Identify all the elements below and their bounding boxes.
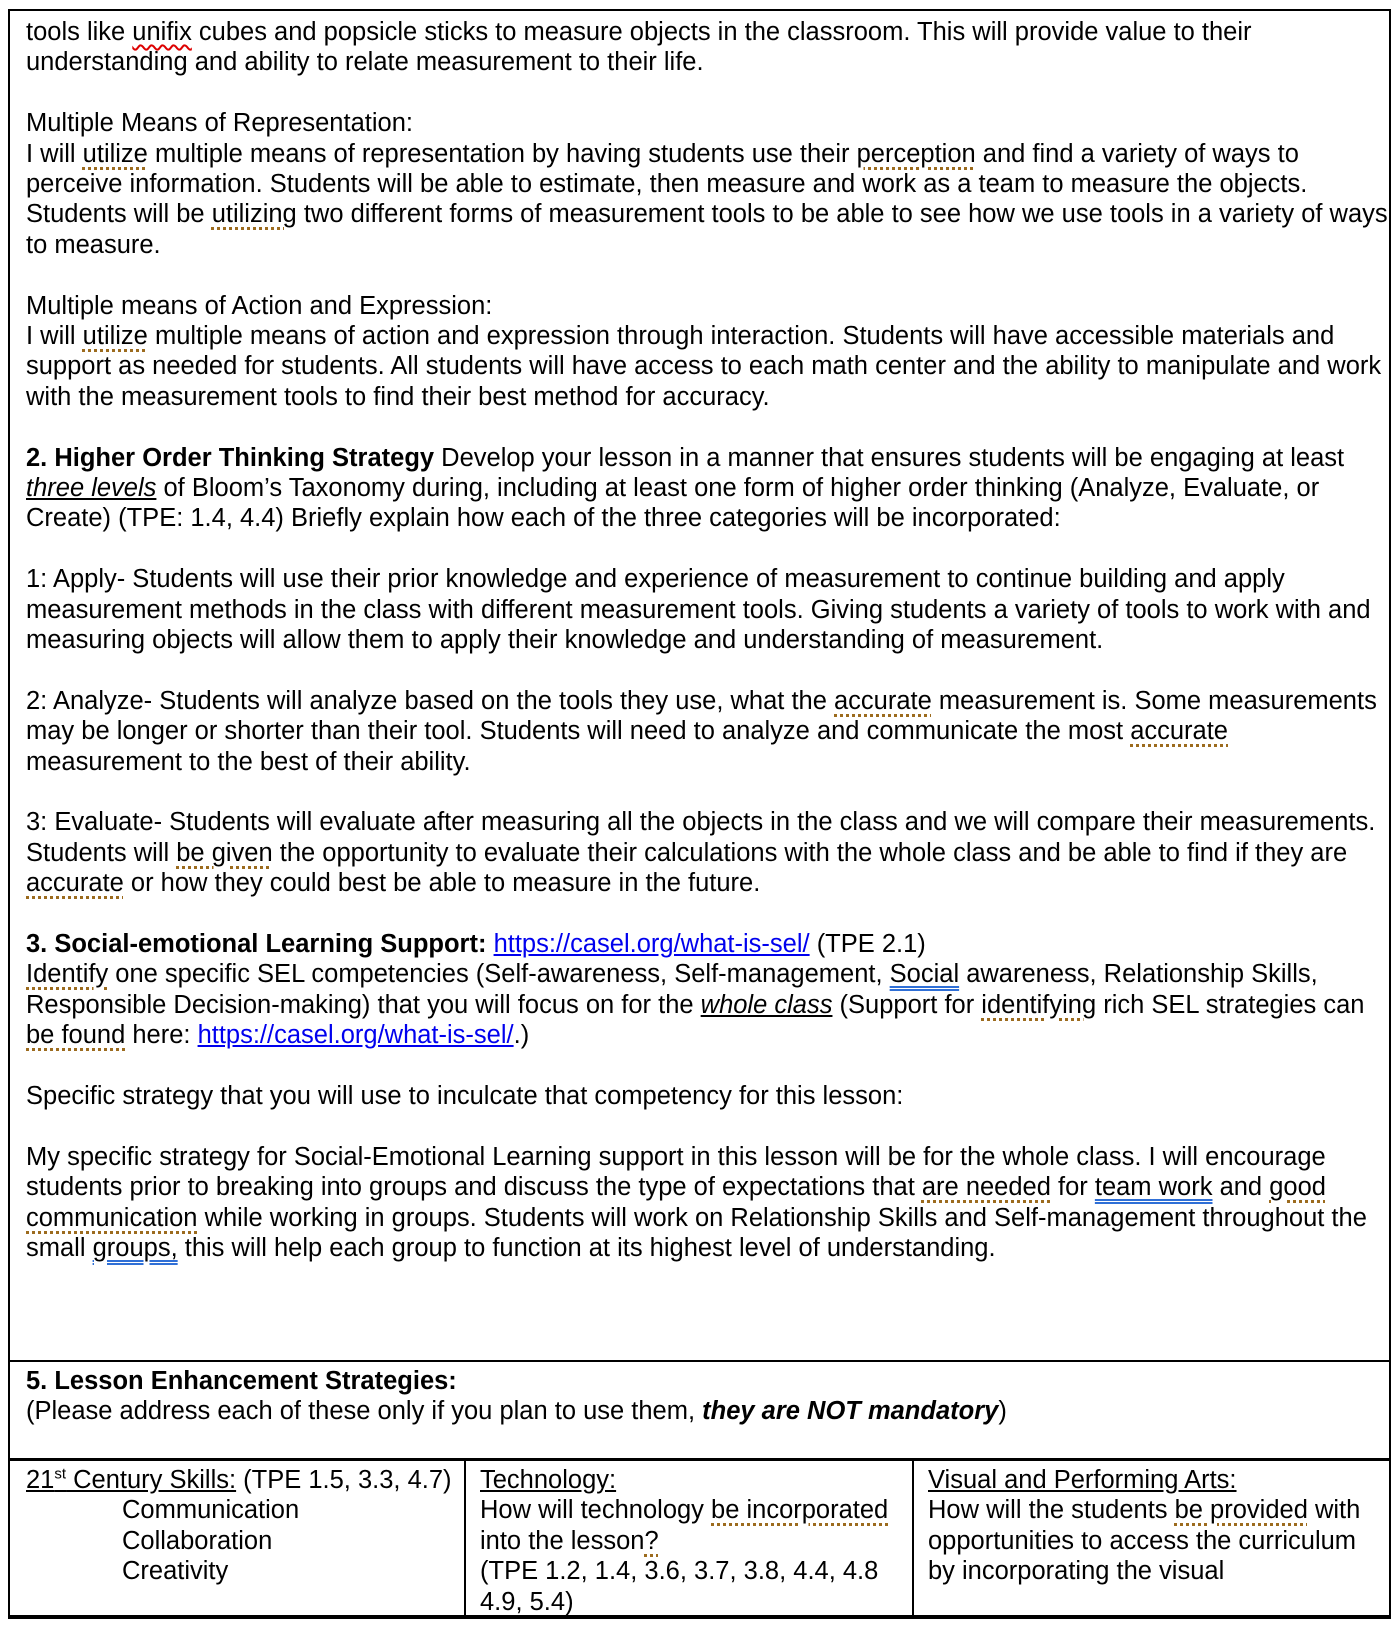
grammar-flag[interactable]: perception: [856, 139, 976, 168]
grammar-flag[interactable]: accurate: [834, 686, 932, 715]
higher-order-paragraph: 2. Higher Order Thinking Strategy Develop your lesson in a manner that ensures students will be engaging at least three levels of Bloom’s Taxonomy during, including at least one form of higher order thinking (Analyze, Evaluate, or Create) (TPE: 1.4, 4.4) Briefly explain how each of the three categories will be incorporated:: [26, 443, 1345, 533]
arts-question: How will the students be provided with opportunities to access the curriculum by incorporating the visual: [928, 1496, 1361, 1586]
action-expression-heading: Multiple means of Action and Expression:: [26, 291, 493, 320]
grammar-flag[interactable]: utilizing: [211, 200, 297, 229]
skill-item: Collaboration: [122, 1526, 273, 1555]
skills-column: 21st Century Skills: (TPE 1.5, 3.3, 4.7) Communication Collaboration Creativity: [10, 1461, 466, 1615]
grammar-flag[interactable]: good communication: [26, 1173, 1326, 1232]
lesson-plan-main-cell: [8, 9, 1391, 1361]
spelling-flag[interactable]: unifix: [132, 18, 192, 46]
technology-tpe: (TPE 1.2, 1.4, 3.6, 3.7, 3.8, 4.4, 4.8 4.9, 5.4): [480, 1557, 879, 1616]
grammar-flag[interactable]: ?: [644, 1526, 659, 1555]
arts-column: [914, 1461, 1389, 1615]
sel-prompt: Specific strategy that you will use to inculcate that competency for this lesson:: [26, 1082, 904, 1111]
grammar-flag[interactable]: be incorporated: [711, 1496, 889, 1525]
representation-paragraph: I will utilize multiple means of representation by having students use their perception and find a variety of ways to perceive information. Students will be able to estimate, then measure and work as a team to measure the objects. Students will be utilizing two different forms of measurement tools to be able to see how we use tools in a variety of ways to measure.: [26, 139, 1388, 259]
sel-heading: 3. Social-emotional Learning Support:: [26, 930, 487, 959]
grammar-flag[interactable]: team work: [1094, 1173, 1213, 1202]
skill-item: Communication: [122, 1496, 300, 1525]
grammar-flag[interactable]: be given: [176, 838, 273, 867]
arts-title: Visual and Performing Arts:: [928, 1466, 1237, 1494]
representation-heading: Multiple Means of Representation:: [26, 109, 413, 138]
casel-link[interactable]: https://casel.org/what-is-sel/: [197, 1021, 514, 1050]
grammar-flag[interactable]: Social: [889, 960, 960, 989]
apply-paragraph: 1: Apply- Students will use their prior knowledge and experience of measurement to continue building and apply measurement methods in the class with different measurement tools. Giving students a variety of tools to work with and measuring objects will allow them to apply their knowledge and understanding of measurement.: [26, 565, 1371, 655]
analyze-paragraph: 2: Analyze- Students will analyze based on the tools they use, what the accurate measurement is. Some measurements may be longer or shorter than their tool. Students will need to analyze and communicate the most accurate measurement to the best of their ability.: [26, 686, 1377, 776]
grammar-flag[interactable]: be found: [26, 1021, 126, 1050]
evaluate-paragraph: 3: Evaluate- Students will evaluate after measuring all the objects in the class and we will compare their measurements. Students will be given the opportunity to evaluate their calculations with the whole class and be able to find if they are accurate or how they could best be able to measure in the future.: [26, 808, 1376, 898]
grammar-flag[interactable]: groups,: [92, 1234, 178, 1263]
grammar-flag[interactable]: utilize: [82, 139, 148, 168]
sel-answer: My specific strategy for Social-Emotional Learning support in this lesson will be for the whole class. I will encourage students prior to breaking into groups and discuss the type of expectations that are needed for team work and good communication while working in groups. Students will work on Relationship Skills and Self-management throughout the small groups, this will help each group to function at its highest level of understanding.: [26, 1142, 1367, 1263]
grammar-flag[interactable]: are needed: [921, 1173, 1051, 1202]
casel-link[interactable]: https://casel.org/what-is-sel/: [493, 930, 810, 959]
grammar-flag[interactable]: utilize: [82, 322, 148, 351]
enhancement-heading: 5. Lesson Enhancement Strategies:: [26, 1367, 457, 1395]
intro-paragraph: tools like unifix cubes and popsicle sticks to measure objects in the classroom. This will provide value to their understanding and ability to relate measurement to their life.: [26, 18, 1252, 77]
grammar-flag[interactable]: accurate: [26, 869, 124, 898]
sel-heading-line: 3. Social-emotional Learning Support: https://casel.org/what-is-sel/ (TPE 2.1): [26, 930, 926, 959]
higher-order-heading: 2. Higher Order Thinking Strategy: [26, 443, 435, 472]
technology-column: [466, 1461, 914, 1615]
technology-question: How will technology be incorporated into the lesson?: [480, 1496, 889, 1555]
grammar-flag[interactable]: identifying: [981, 990, 1097, 1019]
enhancement-cell: [8, 1360, 1391, 1459]
grammar-flag[interactable]: be provided: [1174, 1496, 1308, 1525]
skill-item: Creativity: [122, 1557, 229, 1586]
grammar-flag[interactable]: Identify: [26, 960, 109, 989]
technology-title: Technology:: [480, 1466, 617, 1494]
action-expression-paragraph: I will utilize multiple means of action and expression through interaction. Students will have accessible materials and support as needed for students. All students will have access to each math center and the ability to manipulate and work with the measurement tools to find their best method for accuracy.: [26, 322, 1382, 411]
skills-title: 21st Century Skills:: [26, 1465, 237, 1494]
grammar-flag[interactable]: accurate: [1130, 717, 1228, 746]
enhancement-note: (Please address each of these only if you plan to use them, they are NOT mandatory): [26, 1397, 1007, 1426]
enhancement-columns: [8, 1458, 1391, 1619]
sel-instructions: Identify one specific SEL competencies (Self-awareness, Self-management, Social awareness, Relationship Skills, Responsible Decision-making) that you will focus on for the whole class (Support for identifying rich SEL strategies can be found here: https://casel.org/what-is-sel/.): [26, 960, 1365, 1050]
